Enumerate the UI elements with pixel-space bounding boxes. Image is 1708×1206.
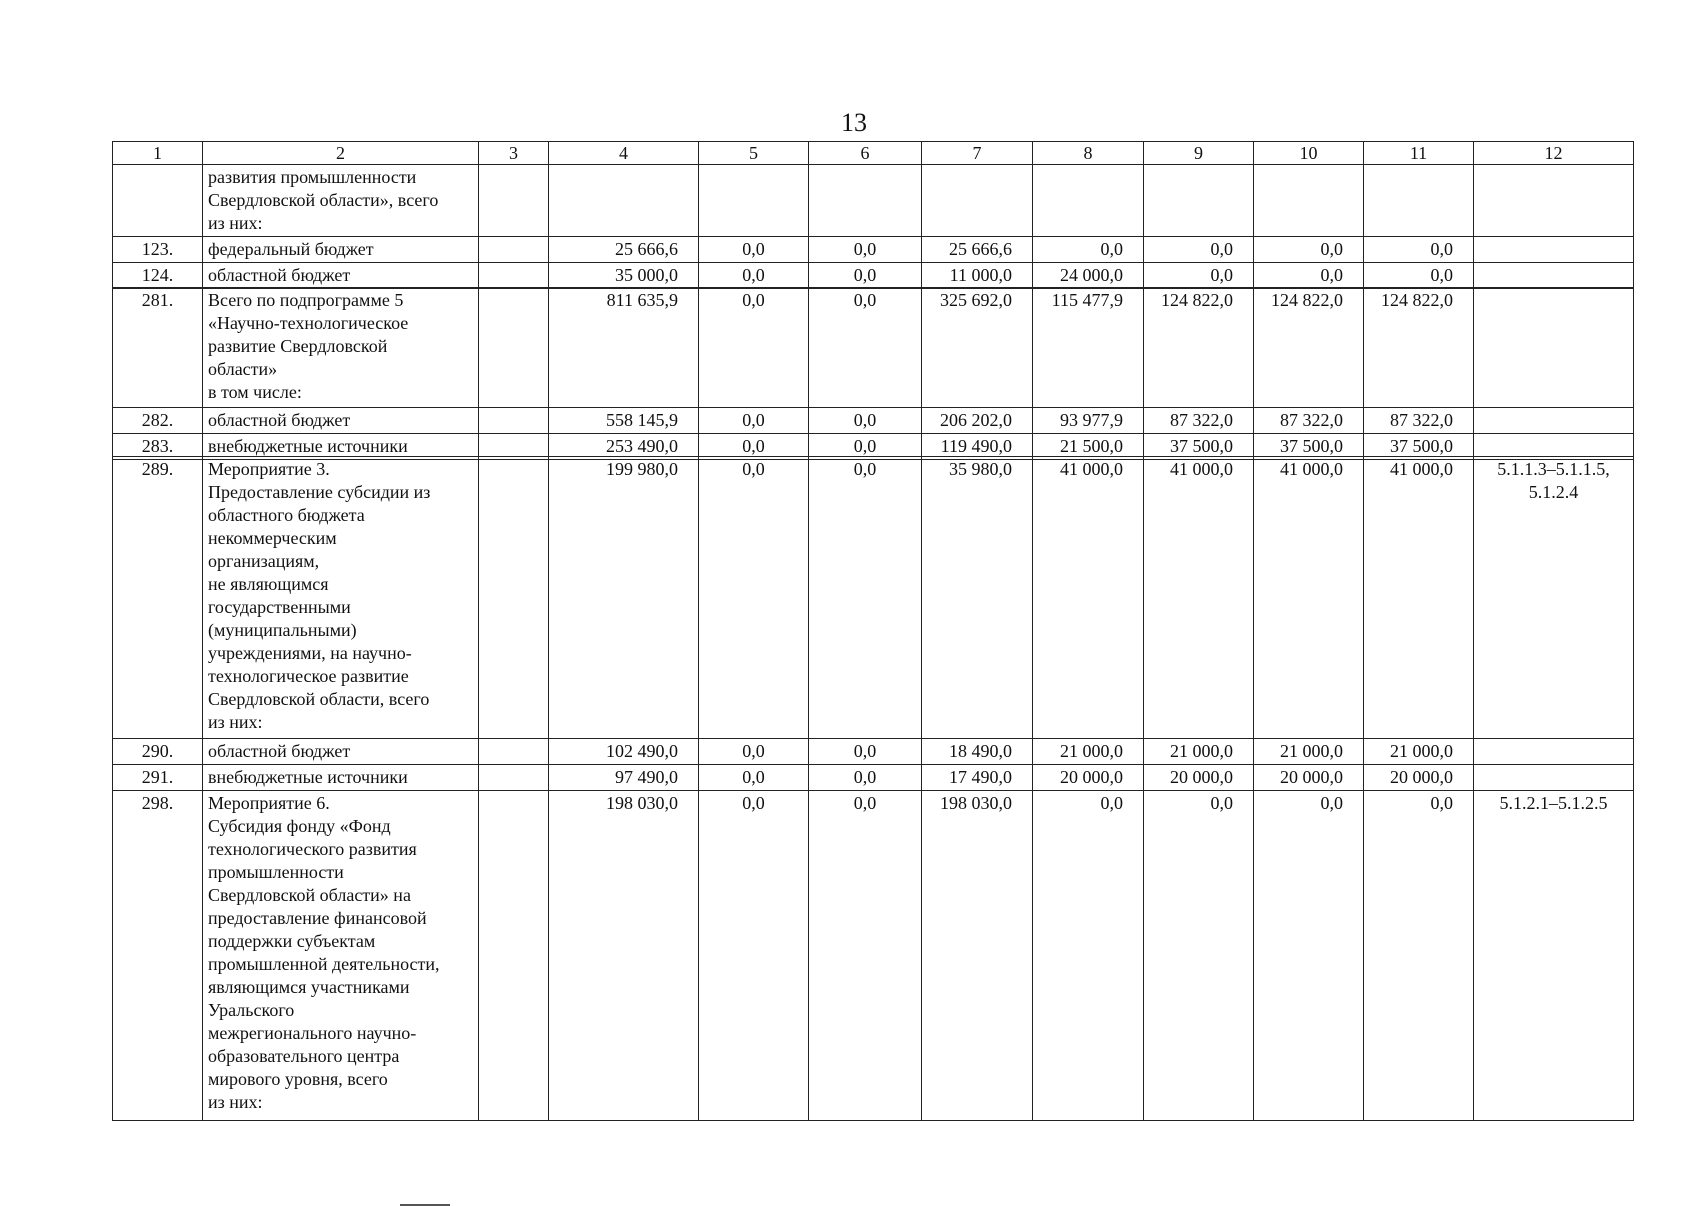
col-12-target-refs <box>1474 288 1634 408</box>
col-6: 0,0 <box>809 237 922 263</box>
col-10: 87 322,0 <box>1254 408 1364 434</box>
table-row <box>113 288 1634 408</box>
column-number-8: 8 <box>1033 142 1144 165</box>
col-7: 25 666,6 <box>922 237 1033 263</box>
col-5: 0,0 <box>699 457 809 739</box>
col-5: 0,0 <box>699 791 809 1121</box>
table-row <box>113 739 1634 765</box>
row-number: 282. <box>113 408 203 434</box>
column-number-6: 6 <box>809 142 922 165</box>
col-4-total: 811 635,9 <box>549 288 699 408</box>
col-9: 87 322,0 <box>1144 408 1254 434</box>
row-description: внебюджетные источники <box>203 765 479 791</box>
col-11: 41 000,0 <box>1364 457 1474 739</box>
col-6: 0,0 <box>809 457 922 739</box>
col-11: 37 500,0 <box>1364 434 1474 460</box>
row-description: Всего по подпрограмме 5 «Научно-технологическое развитие Свердловской области» в том числе: <box>203 288 479 408</box>
col-12-target-refs <box>1474 237 1634 263</box>
col-11: 87 322,0 <box>1364 408 1474 434</box>
col-12-target-refs <box>1474 765 1634 791</box>
col-11: 20 000,0 <box>1364 765 1474 791</box>
col-3 <box>479 408 549 434</box>
col-4-total: 558 145,9 <box>549 408 699 434</box>
column-number-12: 12 <box>1474 142 1634 165</box>
col-4-total: 198 030,0 <box>549 791 699 1121</box>
col-5: 0,0 <box>699 434 809 460</box>
col-7: 35 980,0 <box>922 457 1033 739</box>
row-number: 298. <box>113 791 203 1121</box>
col-8 <box>1033 165 1144 237</box>
col-10: 41 000,0 <box>1254 457 1364 739</box>
row-description: развития промышленности Свердловской области», всего из них: <box>203 165 479 237</box>
col-6: 0,0 <box>809 288 922 408</box>
row-number <box>113 165 203 237</box>
col-4-total: 97 490,0 <box>549 765 699 791</box>
col-8: 41 000,0 <box>1033 457 1144 739</box>
col-5 <box>699 165 809 237</box>
col-7: 325 692,0 <box>922 288 1033 408</box>
table-row <box>113 165 1634 237</box>
col-5: 0,0 <box>699 408 809 434</box>
col-9: 124 822,0 <box>1144 288 1254 408</box>
column-number-11: 11 <box>1364 142 1474 165</box>
col-5: 0,0 <box>699 765 809 791</box>
column-number-9: 9 <box>1144 142 1254 165</box>
col-9: 20 000,0 <box>1144 765 1254 791</box>
table-row <box>113 765 1634 791</box>
col-3 <box>479 288 549 408</box>
column-number-1: 1 <box>113 142 203 165</box>
col-10: 21 000,0 <box>1254 739 1364 765</box>
col-8: 20 000,0 <box>1033 765 1144 791</box>
col-7: 18 490,0 <box>922 739 1033 765</box>
col-3 <box>479 237 549 263</box>
col-4-total <box>549 165 699 237</box>
col-8: 21 000,0 <box>1033 739 1144 765</box>
col-8: 0,0 <box>1033 791 1144 1121</box>
budget-table-block-1 <box>112 141 1634 289</box>
table-row <box>113 263 1634 289</box>
col-9: 21 000,0 <box>1144 739 1254 765</box>
col-6: 0,0 <box>809 765 922 791</box>
col-5: 0,0 <box>699 288 809 408</box>
col-10 <box>1254 165 1364 237</box>
column-number-10: 10 <box>1254 142 1364 165</box>
col-11: 0,0 <box>1364 263 1474 289</box>
col-11: 0,0 <box>1364 237 1474 263</box>
col-5: 0,0 <box>699 263 809 289</box>
column-number-4: 4 <box>549 142 699 165</box>
col-9: 0,0 <box>1144 263 1254 289</box>
col-10: 0,0 <box>1254 237 1364 263</box>
row-description: Мероприятие 3. Предоставление субсидии из областного бюджета некоммерческим организациям, не являющимся государственными (муниципальными) учреждениями, на научно- технологическое развитие Свердловской области, всего из них: <box>203 457 479 739</box>
col-9 <box>1144 165 1254 237</box>
col-10: 37 500,0 <box>1254 434 1364 460</box>
col-10: 20 000,0 <box>1254 765 1364 791</box>
col-3 <box>479 739 549 765</box>
col-10: 0,0 <box>1254 791 1364 1121</box>
col-11: 21 000,0 <box>1364 739 1474 765</box>
col-9: 41 000,0 <box>1144 457 1254 739</box>
col-10: 0,0 <box>1254 263 1364 289</box>
page-number: 13 <box>841 108 867 137</box>
budget-table-block-3 <box>112 456 1634 791</box>
col-7: 119 490,0 <box>922 434 1033 460</box>
row-description: внебюджетные источники <box>203 434 479 460</box>
col-10: 124 822,0 <box>1254 288 1364 408</box>
column-number-3: 3 <box>479 142 549 165</box>
row-description: областной бюджет <box>203 739 479 765</box>
col-6: 0,0 <box>809 739 922 765</box>
row-number: 281. <box>113 288 203 408</box>
column-number-header-row <box>113 142 1634 165</box>
col-6: 0,0 <box>809 408 922 434</box>
col-5: 0,0 <box>699 237 809 263</box>
col-3 <box>479 263 549 289</box>
col-9: 37 500,0 <box>1144 434 1254 460</box>
col-6: 0,0 <box>809 791 922 1121</box>
row-number: 283. <box>113 434 203 460</box>
col-7: 206 202,0 <box>922 408 1033 434</box>
budget-table-block-4 <box>112 790 1634 1121</box>
col-12-target-refs <box>1474 165 1634 237</box>
table-row <box>113 791 1634 1121</box>
row-number: 123. <box>113 237 203 263</box>
budget-table-block-2 <box>112 287 1634 460</box>
col-8: 21 500,0 <box>1033 434 1144 460</box>
row-number: 291. <box>113 765 203 791</box>
col-8: 0,0 <box>1033 237 1144 263</box>
row-description: федеральный бюджет <box>203 237 479 263</box>
table-row <box>113 408 1634 434</box>
col-3 <box>479 765 549 791</box>
column-number-2: 2 <box>203 142 479 165</box>
col-7 <box>922 165 1033 237</box>
col-7: 17 490,0 <box>922 765 1033 791</box>
col-3 <box>479 165 549 237</box>
col-12-target-refs <box>1474 739 1634 765</box>
col-4-total: 102 490,0 <box>549 739 699 765</box>
col-9: 0,0 <box>1144 237 1254 263</box>
row-description: областной бюджет <box>203 263 479 289</box>
col-12-target-refs: 5.1.1.3–5.1.1.5, 5.1.2.4 <box>1474 457 1634 739</box>
row-number: 124. <box>113 263 203 289</box>
row-description: Мероприятие 6. Субсидия фонду «Фонд технологического развития промышленности Свердловской области» на предоставление финансовой поддержки субъектам промышленной деятельности, являющимся участниками Уральского межрегионального научно- образовательного центра мирового уровня, всего из них: <box>203 791 479 1121</box>
col-12-target-refs <box>1474 263 1634 289</box>
col-8: 24 000,0 <box>1033 263 1144 289</box>
col-4-total: 253 490,0 <box>549 434 699 460</box>
col-12-target-refs <box>1474 408 1634 434</box>
row-description: областной бюджет <box>203 408 479 434</box>
row-number: 289. <box>113 457 203 739</box>
table-row <box>113 457 1634 739</box>
col-7: 198 030,0 <box>922 791 1033 1121</box>
col-12-target-refs: 5.1.2.1–5.1.2.5 <box>1474 791 1634 1121</box>
table-row <box>113 237 1634 263</box>
col-3 <box>479 791 549 1121</box>
col-4-total: 199 980,0 <box>549 457 699 739</box>
col-11: 0,0 <box>1364 791 1474 1121</box>
col-11: 124 822,0 <box>1364 288 1474 408</box>
column-number-7: 7 <box>922 142 1033 165</box>
column-number-5: 5 <box>699 142 809 165</box>
col-6: 0,0 <box>809 263 922 289</box>
col-6 <box>809 165 922 237</box>
col-8: 93 977,9 <box>1033 408 1144 434</box>
col-4-total: 25 666,6 <box>549 237 699 263</box>
col-6: 0,0 <box>809 434 922 460</box>
col-5: 0,0 <box>699 739 809 765</box>
col-7: 11 000,0 <box>922 263 1033 289</box>
col-3 <box>479 457 549 739</box>
col-9: 0,0 <box>1144 791 1254 1121</box>
row-number: 290. <box>113 739 203 765</box>
col-4-total: 35 000,0 <box>549 263 699 289</box>
col-11 <box>1364 165 1474 237</box>
col-8: 115 477,9 <box>1033 288 1144 408</box>
